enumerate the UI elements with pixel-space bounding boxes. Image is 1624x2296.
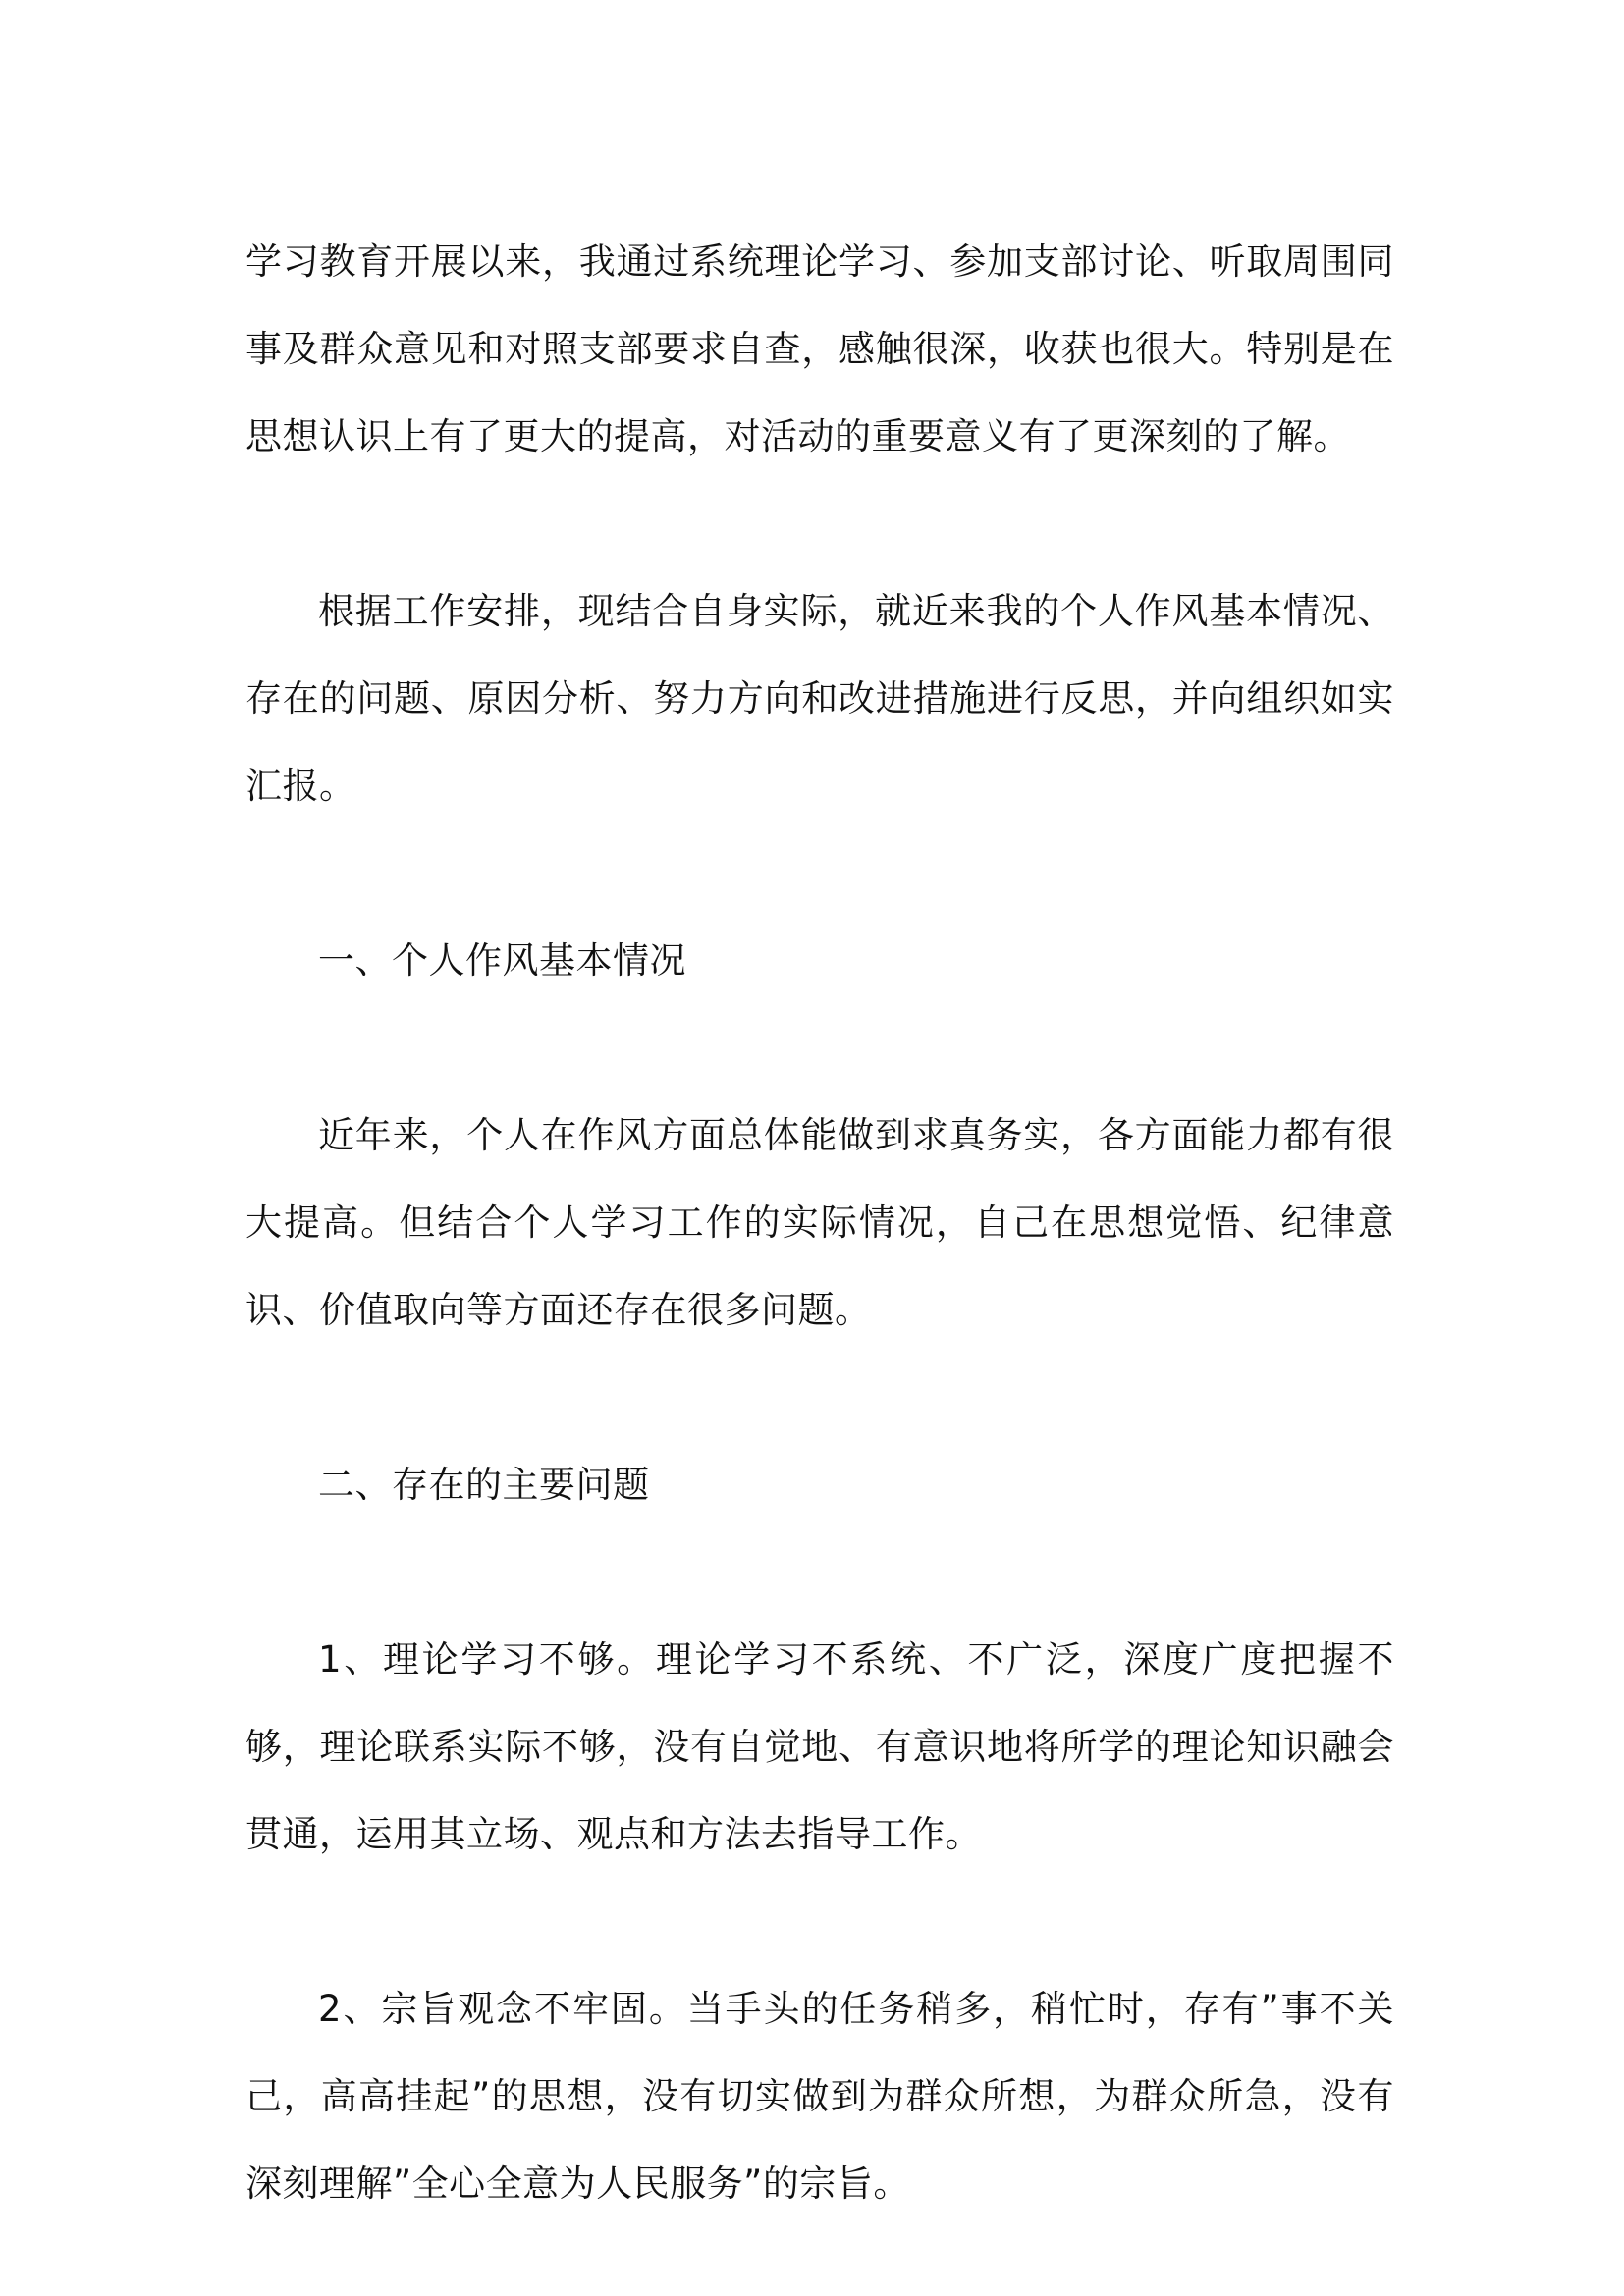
paragraph-problem-1: 1、理论学习不够。理论学习不系统、不广泛，深度广度把握不够，理论联系实际不够，没有自觉地、有意识地将所学的理论知识融会贯通，运用其立场、观点和方法去指导工作。 <box>245 1638 1394 1855</box>
paragraph-basic-situation: 近年来，个人在作风方面总体能做到求真务实，各方面能力都有很大提高。但结合个人学习工作的实际情况，自己在思想觉悟、纪律意识、价值取向等方面还存在很多问题。 <box>245 1114 1394 1331</box>
section-heading-basic-situation: 一、个人作风基本情况 <box>318 939 686 982</box>
paragraph-problem-2: 2、宗旨观念不牢固。当手头的任务稍多，稍忙时，存有”事不关己，高高挂起”的思想，没有切实做到为群众所想，为群众所急，没有深刻理解”全心全意为人民服务”的宗旨。 <box>245 1988 1394 2205</box>
paragraph-report-basis: 根据工作安排，现结合自身实际，就近来我的个人作风基本情况、存在的问题、原因分析、努力方向和改进措施进行反思，并向组织如实汇报。 <box>245 590 1394 807</box>
document-body <box>245 218 1394 2227</box>
section-heading-main-problems: 二、存在的主要问题 <box>318 1464 650 1506</box>
paragraph-intro: 学习教育开展以来，我通过系统理论学习、参加支部讨论、听取周围同事及群众意见和对照支部要求自查，感触很深，收获也很大。特别是在思想认识上有了更大的提高，对活动的重要意义有了更深刻的了解。 <box>245 240 1394 457</box>
